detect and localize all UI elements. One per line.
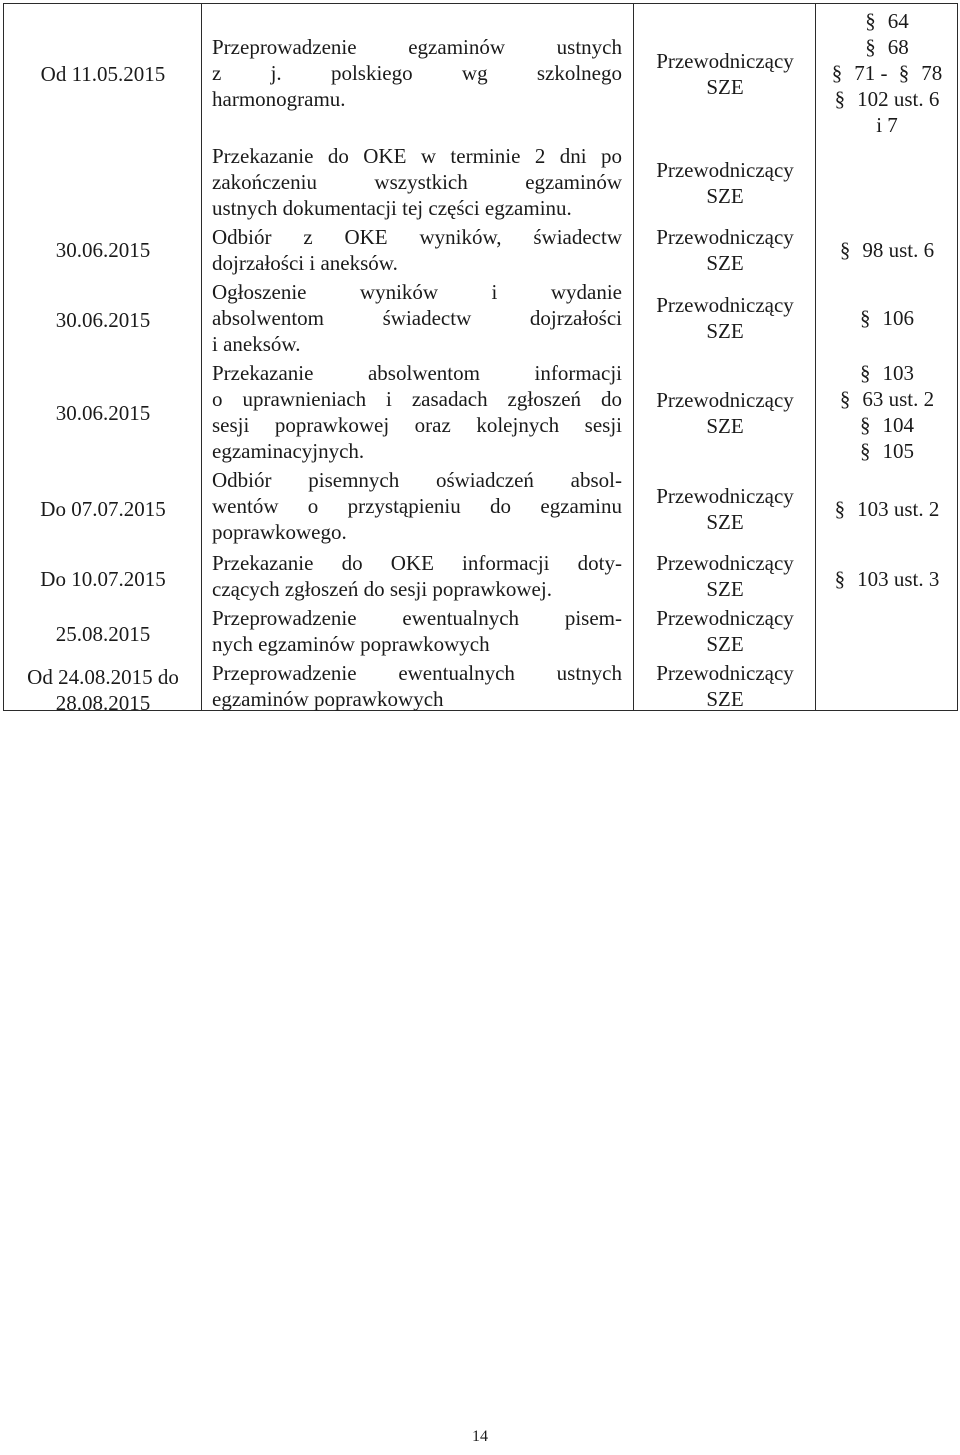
date-text: Od 24.08.2015 do (27, 665, 179, 689)
task-text: harmonogramu. (212, 87, 346, 111)
task-text: sesji poprawkowej oraz kolejnych sesji (212, 413, 622, 437)
reference-text: 103 ust. 2 (857, 497, 940, 521)
section-icon: § (834, 567, 846, 591)
responsible-unit: SZE (706, 75, 744, 99)
responsible-unit: SZE (706, 414, 744, 438)
section-icon: § (831, 61, 843, 85)
legal-reference-column (816, 4, 958, 711)
section-icon: § (860, 306, 871, 330)
section-icon: § (839, 387, 851, 411)
page-number: 14 (472, 1428, 488, 1445)
reference-text: i 7 (876, 113, 898, 137)
section-icon: § (860, 361, 871, 385)
schedule-table (3, 3, 958, 715)
task-text: Przekazanie absolwentom informacji (212, 361, 622, 385)
section-icon: § (860, 439, 871, 463)
date-text: 30.06.2015 (55, 401, 151, 425)
reference-text: 103 (882, 361, 914, 385)
task-text: egzaminów poprawkowych (212, 687, 444, 711)
task-text: Odbiór pisemnych oświadczeń absol- (212, 468, 622, 492)
responsible-title: Przewodniczący (656, 484, 794, 508)
reference-text: 106 (882, 306, 914, 330)
reference-line (816, 360, 958, 386)
responsible-unit: SZE (706, 510, 744, 534)
task-text: Ogłoszenie wyników i wydanie (212, 280, 622, 304)
table-row (4, 4, 958, 711)
section-icon: § (839, 238, 851, 262)
responsible-title: Przewodniczący (656, 158, 794, 182)
section-icon: § (865, 35, 876, 59)
date-text: 30.06.2015 (55, 238, 151, 262)
reference-text: 102 ust. 6 (857, 87, 940, 111)
responsible-title: Przewodniczący (656, 388, 794, 412)
task-text: poprawkowego. (212, 520, 347, 544)
responsible-title: Przewodniczący (656, 49, 794, 73)
responsible-title: Przewodniczący (656, 661, 794, 685)
task-column (202, 4, 634, 711)
responsible-title: Przewodniczący (656, 551, 794, 575)
task-text: z j. polskiego wg szkolnego (212, 61, 622, 85)
responsible-unit: SZE (706, 319, 744, 343)
section-icon: § (834, 497, 846, 521)
responsible-unit: SZE (706, 251, 744, 275)
responsible-column (634, 4, 816, 711)
reference-line (816, 566, 958, 592)
reference-text: 64 (887, 9, 909, 33)
reference-line (816, 438, 958, 464)
date-text: Do 07.07.2015 (40, 497, 166, 521)
section-icon: § (865, 9, 876, 33)
reference-text: 78 (921, 61, 943, 85)
responsible-unit: SZE (706, 577, 744, 601)
responsible-unit: SZE (706, 632, 744, 656)
reference-text: 98 ust. 6 (862, 238, 935, 262)
task-text: Przeprowadzenie ewentualnych pisem- (212, 606, 622, 630)
task-text: Przeprowadzenie ewentualnych ustnych (212, 661, 622, 685)
section-icon: § (834, 87, 846, 111)
task-text: Przekazanie do OKE informacji doty- (212, 551, 622, 575)
reference-line (816, 60, 958, 86)
task-text: dojrzałości i aneksów. (212, 251, 398, 275)
section-icon: § (860, 413, 871, 437)
reference-line (816, 8, 958, 34)
reference-line (816, 34, 958, 60)
reference-line (816, 237, 958, 263)
task-text: wentów o przystąpieniu do egzaminu (212, 494, 622, 518)
reference-line (816, 386, 958, 412)
task-text: zakończeniu wszystkich egzaminów (212, 170, 622, 194)
reference-line (816, 305, 958, 331)
task-text: Przeprowadzenie egzaminów ustnych (212, 35, 622, 59)
task-text: Przekazanie do OKE w terminie 2 dni po (212, 144, 622, 168)
task-text: egzaminacyjnych. (212, 439, 365, 463)
task-text: Odbiór z OKE wyników, świadectw (212, 225, 622, 249)
date-text: 25.08.2015 (55, 622, 151, 646)
task-text: nych egzaminów poprawkowych (212, 632, 490, 656)
reference-text: 71 - (854, 61, 888, 85)
task-text: ustnych dokumentacji tej części egzaminu. (212, 196, 572, 220)
task-text: czących zgłoszeń do sesji poprawkowej. (212, 577, 552, 601)
reference-line (816, 496, 958, 522)
reference-text: 63 ust. 2 (862, 387, 935, 411)
date-text: Do 10.07.2015 (40, 567, 166, 591)
responsible-unit: SZE (706, 687, 744, 711)
responsible-title: Przewodniczący (656, 293, 794, 317)
responsible-unit: SZE (706, 184, 744, 208)
date-column (4, 4, 202, 715)
reference-text: 105 (882, 439, 914, 463)
reference-line (816, 412, 958, 438)
section-icon: § (898, 61, 910, 85)
reference-text: 68 (887, 35, 909, 59)
task-text: absolwentom świadectw dojrzałości (212, 306, 622, 330)
reference-text: 104 (882, 413, 914, 437)
date-text: Od 11.05.2015 (40, 62, 166, 86)
task-text: o uprawnieniach i zasadach zgłoszeń do (212, 387, 622, 411)
reference-text: 103 ust. 3 (857, 567, 940, 591)
responsible-title: Przewodniczący (656, 225, 794, 249)
responsible-title: Przewodniczący (656, 606, 794, 630)
date-text: 28.08.2015 (55, 691, 151, 715)
reference-line (816, 86, 958, 112)
task-text: i aneksów. (212, 332, 301, 356)
date-text: 30.06.2015 (55, 308, 151, 332)
